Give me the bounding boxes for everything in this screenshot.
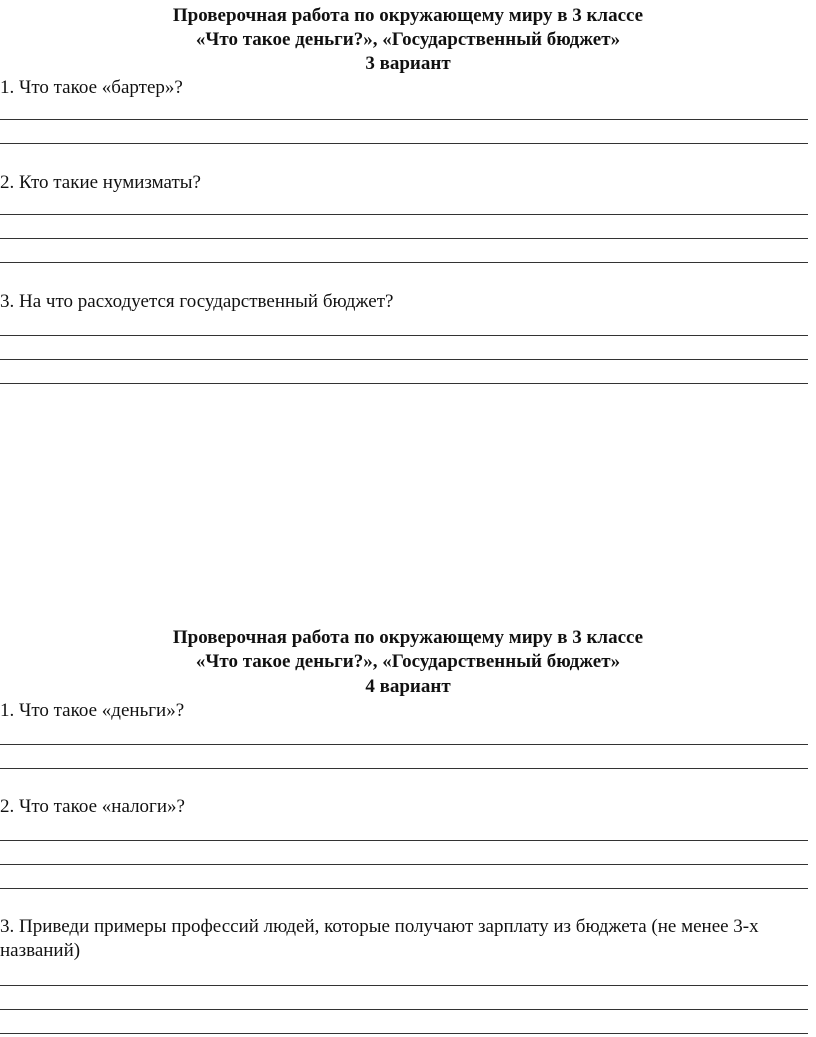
variant4-title-line2: «Что такое деньги?», «Государственный бюджет» [195,651,621,672]
answer-line[interactable] [0,359,808,360]
variant4-question-2: 2. Что такое «налоги»? [0,796,185,817]
variant3-question-1: 1. Что такое «бартер»? [0,77,183,98]
answer-line[interactable] [0,744,808,745]
variant4-title-variant: 4 вариант [365,676,451,697]
answer-line[interactable] [0,1033,808,1034]
variant3-title-line2: «Что такое деньги?», «Государственный бюджет» [195,29,621,50]
variant3-question-2: 2. Кто такие нумизматы? [0,172,201,193]
variant3-question-3: 3. На что расходуется государственный бюджет? [0,291,394,312]
answer-line[interactable] [0,262,808,263]
answer-line[interactable] [0,864,808,865]
variant4-question-1: 1. Что такое «деньги»? [0,700,185,721]
variant4-title-line1: Проверочная работа по окружающему миру в 3 классе [172,627,644,648]
answer-line[interactable] [0,1009,808,1010]
answer-line[interactable] [0,383,808,384]
variant4-question-3: 3. Приведи примеры профессий людей, которые получают зарплату из бюджета (не менее 3-х названий) [0,916,759,961]
variant3-title-variant: 3 вариант [365,53,451,74]
answer-line[interactable] [0,985,808,986]
answer-line[interactable] [0,888,808,889]
answer-line[interactable] [0,143,808,144]
answer-line[interactable] [0,768,808,769]
answer-line[interactable] [0,214,808,215]
variant3-title-line1: Проверочная работа по окружающему миру в 3 классе [172,5,644,26]
answer-line[interactable] [0,238,808,239]
answer-line[interactable] [0,119,808,120]
answer-line[interactable] [0,840,808,841]
answer-line[interactable] [0,335,808,336]
